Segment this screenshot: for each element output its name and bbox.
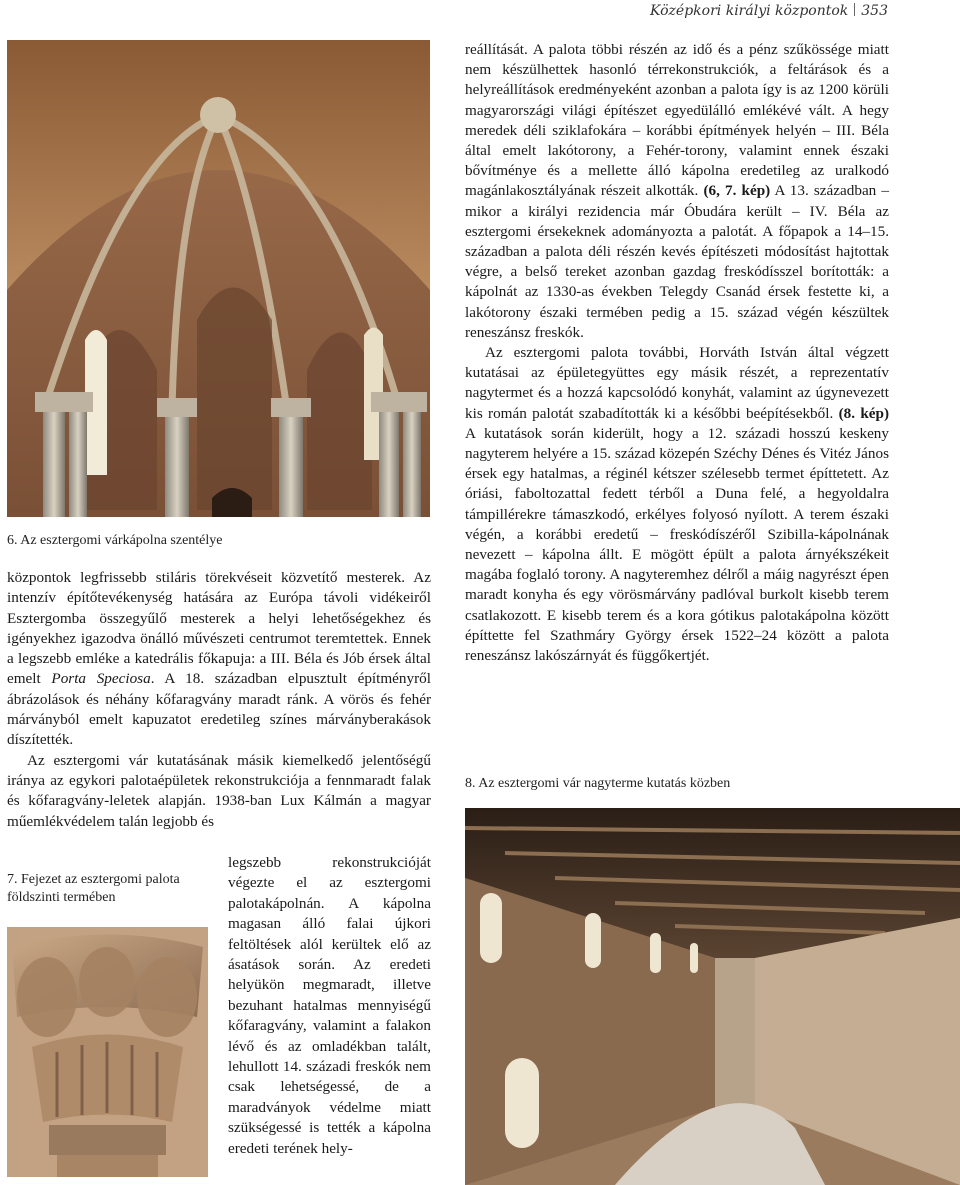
right-paragraph-1: reállítását. A palota többi részén az idő és a pénz szűkössége miatt nem készülhettek hasonló térrekonstrukciók, a feltárások és a helyreállítások eredményeként azonban a palota így is az 1200 körüli magyarországi világi építészet egyedülálló emlékévé vált. A hegy meredek déli sziklafokára – korábbi építmények helyén – III. Béla által emelt lakótorony, a Fehér-torony, valamint ennek északi bővítménye és a mellette álló kápolna eredetileg az uralkodó magánlakosztályának részeit alkották. (6, 7. kép) A 13. században – mikor a királyi rezidencia már Óbudára került – IV. Béla az esztergomi érsekeknek adományozta a palotát. A főpapok a 14–15. században a palota déli részén kevés építészeti módosítást hajtottak végre, a belső tereket azonban gazdag freskódísszel borították: a kápolnát az 1330-as években Telegdy Csanád érsek festette ki, a lakótorony északi termében pedig a 15. század végén készültek reneszánsz freskók. bbox=[465, 41, 889, 341]
page-number: 353 bbox=[861, 3, 888, 19]
figure-6-caption: 6. Az esztergomi várkápolna szentélye bbox=[7, 533, 223, 548]
left-column-continuation: legszebb rekonstrukcióját végezte el az esztergomi palotakápolnán. A kápolna magasan álló falai újkori feltöltések alól kerültek elő az ásatások során. Az eredeti helyükön megmaradt, illetve bezuhant hatalmas mennyiségű kőfaragvány, valamint a falakon lévő és az omladékban talált, lehullott 14. századi freskók nem csak lehetségessé, de a maradványok védelme miatt szükségessé is tették a kápolna eredeti terének hely- bbox=[228, 854, 431, 1157]
left-column bbox=[7, 568, 431, 832]
chapel-apse-photo bbox=[7, 40, 430, 517]
great-hall-photo bbox=[465, 808, 960, 1185]
figure-reference-6-7: (6, 7. kép) bbox=[703, 182, 771, 200]
running-header bbox=[650, 0, 888, 22]
figure-7-caption: 7. Fejezet az esztergomi palota földszinti termében bbox=[7, 872, 180, 905]
header-title: Középkori királyi központok bbox=[650, 3, 849, 19]
right-column bbox=[465, 40, 889, 666]
stone-capital-photo bbox=[7, 927, 208, 1177]
header-separator bbox=[854, 3, 855, 16]
left-paragraph-2: Az esztergomi vár kutatásának másik kiemelkedő jelentőségű iránya az egykori palotaépületek rekonstrukciója a fennmaradt falak és kőfaragvány-leletek alapján. 1938-ban Lux Kálmán a magyar műemlékvédelem talán legjobb és bbox=[7, 751, 431, 830]
porta-speciosa: Porta Speciosa bbox=[51, 670, 151, 688]
figure-reference-8: (8. kép) bbox=[838, 404, 890, 422]
left-paragraph-1: központok legfrissebb stiláris törekvéseit közvetítő mesterek. Az intenzív építőtevékenység hatására az Európa távoli vidékeiről Esztergomba összegyűlő mesterek a helyi lehetőségekhez és igényekhez igazodva önálló művészeti centrumot teremtettek. Ennek a legszebb emléke a katedrális főkapuja: a III. Béla és Jób érsek által emelt Porta Speciosa. A 18. században elpusztult építményről ábrázolások és néhány kőfaragvány maradt ránk. A vörös és fehér márványból emelt kapuzatot eredetileg színes márványberakások díszítették. bbox=[7, 569, 431, 749]
figure-8-caption: 8. Az esztergomi vár nagyterme kutatás közben bbox=[465, 776, 731, 791]
right-paragraph-2: Az esztergomi palota további, Horváth István által végzett kutatásai az épületegyüttes egy másik részét, a reprezentatív nagytermet és a hozzá kapcsolódó konyhát, valamint az úgynevezett kis román palotát szabadították ki a későbbi beépítésekből. (8. kép) A kutatások során kiderült, hogy a 12. századi hosszú keskeny nagyterem helyére a 15. század közepén Széchy Dénes és Vitéz János érsek egy hatalmas, a réginél kétszer szélesebb termet építtetett. Az óriási, faboltozattal fedett térből a Duna felé, a hegyoldalra támpillérekre támaszkodó, erkélyes folyosó nyílott. A terem északi végén, a korábbi eredetű – freskódíszéről Szibilla-kápolnának nevezett – kápolna állt. E mögött épült a palota árnyékszékeit magába foglaló torony. A nagyteremhez délről a máig nagyrészt épen maradt konyha és egy vörösmárvány padlóval burkolt kisebb terem csatlakozott. E kisebb terem és a kora gótikus palotakápolna között építtette fel Szathmáry György érsek 1522–24 között a palota reneszánsz lakószárnyát és függőkertjét. bbox=[465, 344, 890, 665]
